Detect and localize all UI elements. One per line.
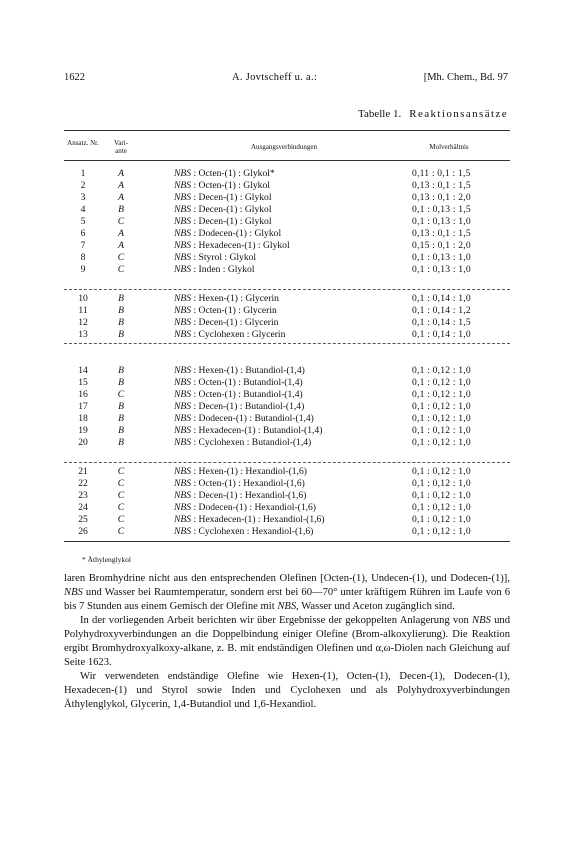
cell-molverhaeltnis: 0,1 : 0,12 : 1,0: [412, 377, 471, 389]
table-row: [64, 240, 510, 252]
cell-ausgangsverbindungen: NBS : Dodecen-(1) : Butandiol-(1,4): [174, 413, 314, 425]
cell-variante: B: [118, 365, 124, 376]
column-header-nr: Ansatz. Nr.: [67, 139, 99, 147]
cell-variante: C: [117, 490, 125, 502]
cell-variante: B: [118, 413, 124, 425]
running-authors: A. Jovtscheff u. a.:: [232, 72, 318, 83]
cell-ansatz-nr: 21: [78, 466, 88, 477]
table-row: [64, 437, 510, 449]
cell-ansatz-nr: 10: [78, 293, 88, 304]
table-group-glykol: [64, 168, 510, 276]
cell-variante: C: [117, 502, 125, 514]
cell-ausgangsverbindungen: NBS : Decen-(1) : Glycerin: [174, 317, 279, 329]
cell-ansatz-nr: 1: [80, 168, 86, 179]
cell-variante: A: [118, 180, 124, 192]
cell-ansatz-nr: 23: [78, 490, 88, 502]
cell-ausgangsverbindungen: NBS : Octen-(1) : Glycerin: [174, 305, 277, 317]
cell-ausgangsverbindungen: NBS : Cyclohexen : Hexandiol-(1,6): [174, 526, 314, 538]
cell-variante: A: [118, 168, 124, 179]
cell-ansatz-nr: 25: [78, 514, 88, 526]
table-group-glycerin: [64, 293, 510, 341]
cell-molverhaeltnis: 0,13 : 0,1 : 1,5: [412, 180, 471, 192]
group-separator: [64, 462, 510, 463]
cell-molverhaeltnis: 0,1 : 0,12 : 1,0: [412, 389, 471, 401]
table-top-rule: [64, 130, 510, 131]
column-header-variante: Vari- ante: [114, 139, 128, 155]
cell-molverhaeltnis: 0,1 : 0,12 : 1,0: [412, 365, 471, 376]
table-row: [64, 293, 510, 305]
cell-molverhaeltnis: 0,1 : 0,12 : 1,0: [412, 490, 471, 502]
table-row: [64, 466, 510, 478]
table-row: [64, 514, 510, 526]
cell-ausgangsverbindungen: NBS : Decen-(1) : Butandiol-(1,4): [174, 401, 305, 413]
table-row: [64, 377, 510, 389]
table-title: Reaktionsansätze: [409, 108, 508, 120]
cell-ausgangsverbindungen: NBS : Hexadecen-(1) : Butandiol-(1,4): [174, 425, 323, 437]
cell-ausgangsverbindungen: NBS : Decen-(1) : Glykol: [174, 192, 272, 204]
cell-variante: B: [118, 329, 124, 341]
table-group-hexandiol: [64, 466, 510, 538]
table-row: [64, 216, 510, 228]
cell-ansatz-nr: 14: [78, 365, 88, 376]
cell-molverhaeltnis: 0,11 : 0,1 : 1,5: [412, 168, 471, 179]
running-header: [64, 72, 508, 88]
cell-ausgangsverbindungen: NBS : Decen-(1) : Glykol: [174, 204, 272, 216]
cell-variante: C: [117, 252, 125, 264]
paragraph: laren Bromhydrine nicht aus den entsprechenden Olefinen [Octen-(1), Undecen-(1), und Dodecen-(1)], NBS und Wasser bei Raumtemperatur, sondern erst bei 60—70° unter kräftigem Rühren im Laufe von 6 bis 7 Stunden aus einem Gemisch der Olefine mit NBS, Wasser und Aceton zugänglich sind.: [64, 573, 510, 613]
cell-ansatz-nr: 12: [78, 317, 88, 329]
cell-molverhaeltnis: 0,1 : 0,12 : 1,0: [412, 437, 471, 449]
cell-ansatz-nr: 19: [78, 425, 88, 437]
cell-ansatz-nr: 11: [78, 305, 88, 317]
table-row: [64, 389, 510, 401]
table-row: [64, 317, 510, 329]
cell-ansatz-nr: 6: [80, 228, 86, 240]
cell-variante: B: [118, 305, 124, 317]
table-row: [64, 305, 510, 317]
table-row: [64, 413, 510, 425]
body-text: [64, 572, 510, 712]
cell-variante: A: [118, 192, 124, 204]
cell-molverhaeltnis: 0,1 : 0,12 : 1,0: [412, 502, 471, 514]
cell-ansatz-nr: 16: [78, 389, 88, 401]
page-number: 1622: [64, 72, 85, 83]
cell-ansatz-nr: 9: [80, 264, 86, 276]
table-row: [64, 526, 510, 538]
cell-ansatz-nr: 24: [78, 502, 88, 514]
table-row: [64, 401, 510, 413]
cell-variante: B: [118, 317, 124, 329]
cell-ausgangsverbindungen: NBS : Dodecen-(1) : Glykol: [174, 228, 282, 240]
cell-variante: C: [117, 389, 125, 401]
journal-reference: [Mh. Chem., Bd. 97: [423, 72, 508, 83]
table-footnote: * Äthylenglykol: [82, 555, 131, 564]
table-column-headers: [64, 136, 510, 158]
paragraph: In der vorliegenden Arbeit berichten wir über Ergebnisse der gekoppelten Anlagerung von NBS und Polyhydroxyverbindungen an die Doppelbindung einiger Olefine (Brom-alkoxylierung). Die Reaktion ergibt Bromhydroxyalkoxy-alkane, z. B. mit endständigen Olefinen und α,ω-Diolen nach Gleichung auf Seite 1623.: [64, 615, 510, 669]
table-row: [64, 329, 510, 341]
cell-molverhaeltnis: 0,1 : 0,12 : 1,0: [412, 401, 471, 413]
cell-variante: B: [118, 293, 124, 304]
column-header-ausgangsverbindungen: Ausgangsverbindungen: [250, 143, 318, 151]
cell-ausgangsverbindungen: NBS : Hexen-(1) : Hexandiol-(1,6): [174, 466, 307, 477]
cell-ausgangsverbindungen: NBS : Octen-(1) : Glykol: [174, 180, 270, 192]
cell-molverhaeltnis: 0,1 : 0,12 : 1,0: [412, 478, 471, 490]
cell-ansatz-nr: 22: [78, 478, 88, 490]
cell-molverhaeltnis: 0,1 : 0,14 : 1,0: [412, 293, 471, 304]
cell-variante: C: [117, 526, 125, 538]
cell-ausgangsverbindungen: NBS : Hexadecen-(1) : Glykol: [174, 240, 290, 252]
cell-variante: C: [117, 514, 125, 526]
cell-molverhaeltnis: 0,1 : 0,14 : 1,5: [412, 317, 471, 329]
cell-molverhaeltnis: 0,1 : 0,12 : 1,0: [412, 514, 471, 526]
cell-variante: B: [118, 204, 124, 216]
cell-molverhaeltnis: 0,13 : 0,1 : 1,5: [412, 228, 471, 240]
cell-variante: B: [118, 401, 124, 413]
column-header-molverhaeltnis: Molverhältnis: [429, 143, 469, 151]
cell-ausgangsverbindungen: NBS : Octen-(1) : Butandiol-(1,4): [174, 389, 303, 401]
table-bottom-rule: [64, 541, 510, 542]
cell-molverhaeltnis: 0,1 : 0,13 : 1,0: [412, 216, 471, 228]
group-separator: [64, 289, 510, 290]
cell-molverhaeltnis: 0,15 : 0,1 : 2,0: [412, 240, 471, 252]
cell-molverhaeltnis: 0,1 : 0,12 : 1,0: [412, 466, 471, 477]
cell-ausgangsverbindungen: NBS : Styrol : Glykol: [174, 252, 257, 264]
paragraph: Wir verwendeten endständige Olefine wie Hexen-(1), Octen-(1), Decen-(1), Dodecen-(1), Hexadecen-(1) und Styrol sowie Inden und Cyclohexen und als Polyhydroxyverbindungen Äthylenglykol, Glycerin, 1,4-Butandiol und 1,6-Hexandiol.: [64, 671, 510, 711]
cell-molverhaeltnis: 0,1 : 0,12 : 1,0: [412, 413, 471, 425]
table-label: Tabelle 1.: [358, 108, 402, 120]
group-separator: [64, 343, 510, 344]
cell-molverhaeltnis: 0,1 : 0,12 : 1,0: [412, 526, 471, 538]
cell-ansatz-nr: 7: [80, 240, 86, 252]
table-row: [64, 490, 510, 502]
cell-ausgangsverbindungen: NBS : Dodecen-(1) : Hexandiol-(1,6): [174, 502, 317, 514]
cell-ausgangsverbindungen: NBS : Hexen-(1) : Glycerin: [174, 293, 279, 304]
table-group-butandiol: [64, 365, 510, 449]
cell-ausgangsverbindungen: NBS : Hexadecen-(1) : Hexandiol-(1,6): [174, 514, 325, 526]
cell-ansatz-nr: 2: [80, 180, 86, 192]
cell-molverhaeltnis: 0,1 : 0,14 : 1,0: [412, 329, 471, 341]
table-row: [64, 502, 510, 514]
cell-variante: B: [118, 437, 124, 449]
cell-variante: C: [117, 478, 125, 490]
cell-ansatz-nr: 15: [78, 377, 88, 389]
cell-variante: C: [117, 216, 125, 228]
table-row: [64, 168, 510, 180]
cell-variante: C: [117, 264, 125, 276]
cell-ausgangsverbindungen: NBS : Cyclohexen : Glycerin: [174, 329, 286, 341]
cell-ausgangsverbindungen: NBS : Octen-(1) : Glykol*: [174, 168, 275, 179]
cell-ansatz-nr: 13: [78, 329, 88, 341]
abbreviation-nbs: NBS: [277, 601, 297, 613]
table-row: [64, 478, 510, 490]
cell-ansatz-nr: 8: [80, 252, 86, 264]
cell-ansatz-nr: 26: [78, 526, 88, 538]
table-row: [64, 204, 510, 216]
cell-ausgangsverbindungen: NBS : Octen-(1) : Butandiol-(1,4): [174, 377, 303, 389]
cell-ausgangsverbindungen: NBS : Decen-(1) : Glykol: [174, 216, 272, 228]
cell-ausgangsverbindungen: NBS : Cyclohexen : Butandiol-(1,4): [174, 437, 312, 449]
cell-ausgangsverbindungen: NBS : Inden : Glykol: [174, 264, 255, 276]
abbreviation-nbs: NBS: [64, 587, 83, 599]
table-caption: [358, 108, 508, 120]
cell-molverhaeltnis: 0,1 : 0,13 : 1,0: [412, 252, 471, 264]
cell-variante: A: [118, 228, 124, 240]
cell-variante: C: [117, 466, 125, 477]
cell-ausgangsverbindungen: NBS : Hexen-(1) : Butandiol-(1,4): [174, 365, 305, 376]
cell-ansatz-nr: 5: [80, 216, 86, 228]
table-header-rule: [64, 160, 510, 161]
cell-molverhaeltnis: 0,13 : 0,1 : 2,0: [412, 192, 471, 204]
table-row: [64, 365, 510, 377]
cell-molverhaeltnis: 0,1 : 0,14 : 1,2: [412, 305, 471, 317]
table-row: [64, 228, 510, 240]
table-row: [64, 264, 510, 276]
cell-molverhaeltnis: 0,1 : 0,12 : 1,0: [412, 425, 471, 437]
cell-ausgangsverbindungen: NBS : Octen-(1) : Hexandiol-(1,6): [174, 478, 305, 490]
table-row: [64, 192, 510, 204]
table-row: [64, 180, 510, 192]
table-row: [64, 425, 510, 437]
cell-ansatz-nr: 4: [80, 204, 86, 216]
cell-variante: B: [118, 377, 124, 389]
cell-variante: A: [118, 240, 124, 252]
cell-ausgangsverbindungen: NBS : Decen-(1) : Hexandiol-(1,6): [174, 490, 307, 502]
cell-molverhaeltnis: 0,1 : 0,13 : 1,5: [412, 204, 471, 216]
cell-ansatz-nr: 17: [78, 401, 88, 413]
cell-ansatz-nr: 20: [78, 437, 88, 449]
abbreviation-nbs: NBS: [472, 615, 491, 627]
table-row: [64, 252, 510, 264]
cell-ansatz-nr: 18: [78, 413, 88, 425]
cell-variante: B: [118, 425, 124, 437]
cell-molverhaeltnis: 0,1 : 0,13 : 1,0: [412, 264, 471, 276]
cell-ansatz-nr: 3: [80, 192, 86, 204]
